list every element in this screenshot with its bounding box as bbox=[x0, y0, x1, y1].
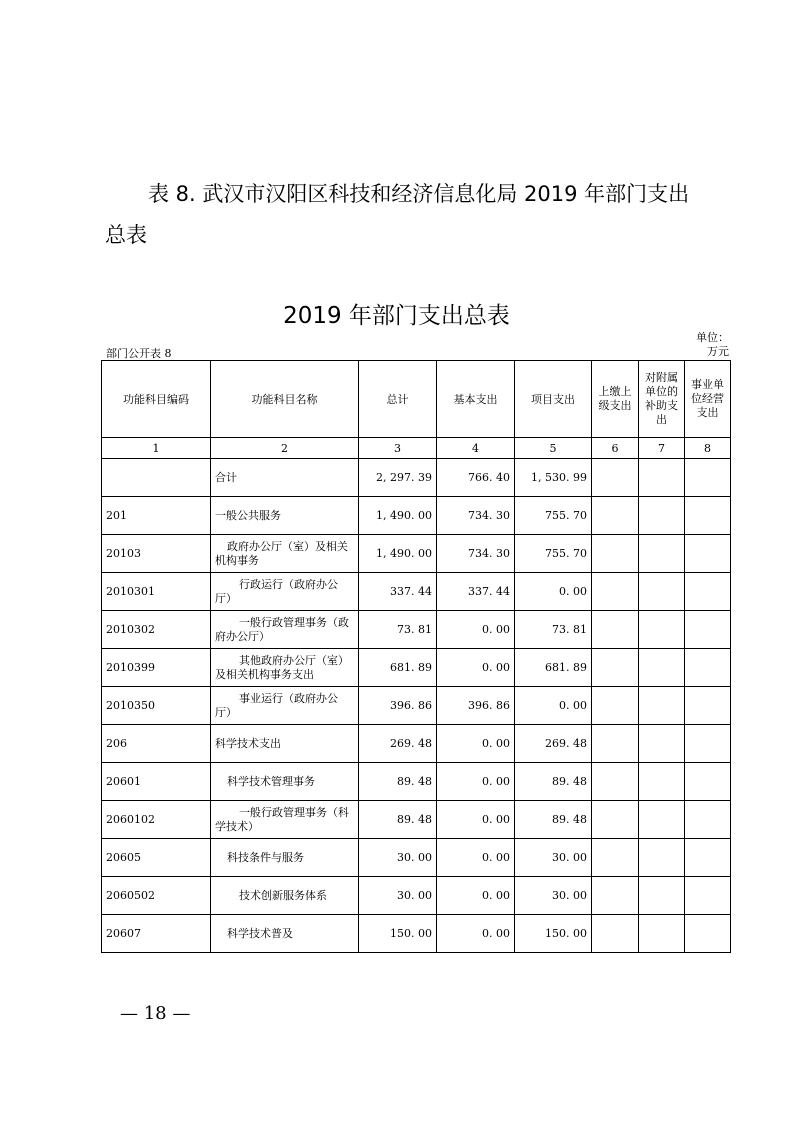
row-empty-cell bbox=[685, 801, 731, 839]
row-empty-cell bbox=[639, 611, 685, 649]
row-project: 73. 81 bbox=[515, 611, 592, 649]
row-total: 269. 48 bbox=[359, 725, 437, 763]
row-name: 一般行政管理事务（政府办公厅） bbox=[211, 611, 359, 649]
row-code: 20103 bbox=[102, 535, 211, 573]
row-code: 2060502 bbox=[102, 877, 211, 915]
row-name: 政府办公厅（室）及相关机构事务 bbox=[211, 535, 359, 573]
row-empty-cell bbox=[685, 459, 731, 497]
row-empty-cell bbox=[592, 801, 639, 839]
row-empty-cell bbox=[685, 687, 731, 725]
row-project: 0. 00 bbox=[515, 573, 592, 611]
row-empty-cell bbox=[685, 497, 731, 535]
row-project: 30. 00 bbox=[515, 877, 592, 915]
row-basic: 734. 30 bbox=[437, 535, 515, 573]
row-basic: 337. 44 bbox=[437, 573, 515, 611]
column-header: 项目支出 bbox=[515, 361, 592, 438]
row-name: 技术创新服务体系 bbox=[211, 877, 359, 915]
row-empty-cell bbox=[639, 459, 685, 497]
row-empty-cell bbox=[685, 915, 731, 953]
row-basic: 0. 00 bbox=[437, 611, 515, 649]
row-code: 2010350 bbox=[102, 687, 211, 725]
row-name: 科学技术支出 bbox=[211, 725, 359, 763]
row-empty-cell bbox=[639, 573, 685, 611]
row-project: 681. 89 bbox=[515, 649, 592, 687]
row-project: 755. 70 bbox=[515, 535, 592, 573]
row-total: 396. 86 bbox=[359, 687, 437, 725]
column-index: 2 bbox=[211, 438, 359, 459]
row-empty-cell bbox=[592, 649, 639, 687]
row-empty-cell bbox=[685, 877, 731, 915]
row-project: 0. 00 bbox=[515, 687, 592, 725]
row-empty-cell bbox=[592, 763, 639, 801]
column-index: 8 bbox=[685, 438, 731, 459]
row-empty-cell bbox=[639, 763, 685, 801]
row-project: 150. 00 bbox=[515, 915, 592, 953]
row-project: 30. 00 bbox=[515, 839, 592, 877]
row-project: 1, 530. 99 bbox=[515, 459, 592, 497]
row-empty-cell bbox=[639, 725, 685, 763]
table-row bbox=[102, 459, 731, 497]
row-basic: 396. 86 bbox=[437, 687, 515, 725]
row-empty-cell bbox=[639, 877, 685, 915]
row-name: 事业运行（政府办公厅） bbox=[211, 687, 359, 725]
row-total: 337. 44 bbox=[359, 573, 437, 611]
row-basic: 0. 00 bbox=[437, 877, 515, 915]
row-name: 一般公共服务 bbox=[211, 497, 359, 535]
row-empty-cell bbox=[592, 687, 639, 725]
row-total: 89. 48 bbox=[359, 763, 437, 801]
table-title: 2019 年部门支出总表 bbox=[283, 303, 510, 329]
row-code: 206 bbox=[102, 725, 211, 763]
unit-label-line1: 单位： bbox=[696, 331, 729, 344]
column-index: 1 bbox=[102, 438, 211, 459]
row-total: 2, 297. 39 bbox=[359, 459, 437, 497]
column-header: 上缴上级支出 bbox=[592, 361, 639, 438]
row-basic: 0. 00 bbox=[437, 839, 515, 877]
row-empty-cell bbox=[685, 573, 731, 611]
column-index: 4 bbox=[437, 438, 515, 459]
table-row bbox=[102, 611, 731, 649]
row-code: 20601 bbox=[102, 763, 211, 801]
column-index: 3 bbox=[359, 438, 437, 459]
row-name: 行政运行（政府办公厅） bbox=[211, 573, 359, 611]
row-total: 1, 490. 00 bbox=[359, 497, 437, 535]
row-code: 201 bbox=[102, 497, 211, 535]
table-row bbox=[102, 535, 731, 573]
column-header: 功能科目名称 bbox=[211, 361, 359, 438]
row-basic: 734. 30 bbox=[437, 497, 515, 535]
row-empty-cell bbox=[592, 839, 639, 877]
table-row bbox=[102, 573, 731, 611]
row-basic: 0. 00 bbox=[437, 649, 515, 687]
table-row bbox=[102, 915, 731, 953]
row-name: 科技条件与服务 bbox=[211, 839, 359, 877]
row-total: 1, 490. 00 bbox=[359, 535, 437, 573]
row-code: 2060102 bbox=[102, 801, 211, 839]
row-total: 30. 00 bbox=[359, 877, 437, 915]
row-empty-cell bbox=[639, 687, 685, 725]
row-empty-cell bbox=[639, 649, 685, 687]
table-code: 部门公开表 8 bbox=[106, 347, 172, 360]
row-code: 20607 bbox=[102, 915, 211, 953]
table-row bbox=[102, 497, 731, 535]
row-code: 2010302 bbox=[102, 611, 211, 649]
row-project: 755. 70 bbox=[515, 497, 592, 535]
row-empty-cell bbox=[685, 725, 731, 763]
row-empty-cell bbox=[592, 459, 639, 497]
row-total: 681. 89 bbox=[359, 649, 437, 687]
row-basic: 0. 00 bbox=[437, 763, 515, 801]
row-name: 一般行政管理事务（科学技术） bbox=[211, 801, 359, 839]
column-header: 事业单位经营支出 bbox=[685, 361, 731, 438]
row-empty-cell bbox=[592, 497, 639, 535]
row-project: 269. 48 bbox=[515, 725, 592, 763]
row-total: 73. 81 bbox=[359, 611, 437, 649]
row-empty-cell bbox=[592, 611, 639, 649]
unit-label bbox=[689, 331, 729, 359]
column-index-row bbox=[102, 438, 731, 459]
unit-label-line2: 万元 bbox=[707, 345, 729, 358]
table-row bbox=[102, 801, 731, 839]
document-heading: 表 8. 武汉市汉阳区科技和经济信息化局 2019 年部门支出 bbox=[148, 182, 690, 206]
column-index: 6 bbox=[592, 438, 639, 459]
page-number: — 18 — bbox=[120, 1003, 191, 1024]
row-empty-cell bbox=[685, 649, 731, 687]
row-empty-cell bbox=[685, 611, 731, 649]
table-row bbox=[102, 687, 731, 725]
row-empty-cell bbox=[639, 535, 685, 573]
table-row bbox=[102, 839, 731, 877]
table-row bbox=[102, 649, 731, 687]
table-row bbox=[102, 725, 731, 763]
row-total: 150. 00 bbox=[359, 915, 437, 953]
column-index: 5 bbox=[515, 438, 592, 459]
row-empty-cell bbox=[592, 535, 639, 573]
table-row bbox=[102, 763, 731, 801]
row-basic: 766. 40 bbox=[437, 459, 515, 497]
row-empty-cell bbox=[592, 725, 639, 763]
row-total: 30. 00 bbox=[359, 839, 437, 877]
row-name: 科学技术管理事务 bbox=[211, 763, 359, 801]
row-empty-cell bbox=[592, 915, 639, 953]
row-basic: 0. 00 bbox=[437, 801, 515, 839]
row-empty-cell bbox=[639, 915, 685, 953]
row-code: 20605 bbox=[102, 839, 211, 877]
document-heading-continued: 总表 bbox=[105, 223, 147, 247]
row-basic: 0. 00 bbox=[437, 725, 515, 763]
row-empty-cell bbox=[639, 497, 685, 535]
row-code: 2010399 bbox=[102, 649, 211, 687]
row-name: 其他政府办公厅（室）及相关机构事务支出 bbox=[211, 649, 359, 687]
row-total: 89. 48 bbox=[359, 801, 437, 839]
row-project: 89. 48 bbox=[515, 801, 592, 839]
row-project: 89. 48 bbox=[515, 763, 592, 801]
table-header-row bbox=[102, 361, 731, 438]
column-index: 7 bbox=[639, 438, 685, 459]
row-code: 2010301 bbox=[102, 573, 211, 611]
row-code bbox=[102, 459, 211, 497]
expenditure-table bbox=[101, 360, 731, 953]
row-empty-cell bbox=[685, 839, 731, 877]
row-empty-cell bbox=[639, 839, 685, 877]
row-empty-cell bbox=[639, 801, 685, 839]
row-name: 合计 bbox=[211, 459, 359, 497]
table-row bbox=[102, 877, 731, 915]
row-empty-cell bbox=[592, 573, 639, 611]
row-empty-cell bbox=[685, 535, 731, 573]
column-header: 总计 bbox=[359, 361, 437, 438]
row-name: 科学技术普及 bbox=[211, 915, 359, 953]
column-header: 基本支出 bbox=[437, 361, 515, 438]
column-header: 对附属单位的补助支出 bbox=[639, 361, 685, 438]
row-basic: 0. 00 bbox=[437, 915, 515, 953]
column-header: 功能科目编码 bbox=[102, 361, 211, 438]
row-empty-cell bbox=[685, 763, 731, 801]
row-empty-cell bbox=[592, 877, 639, 915]
